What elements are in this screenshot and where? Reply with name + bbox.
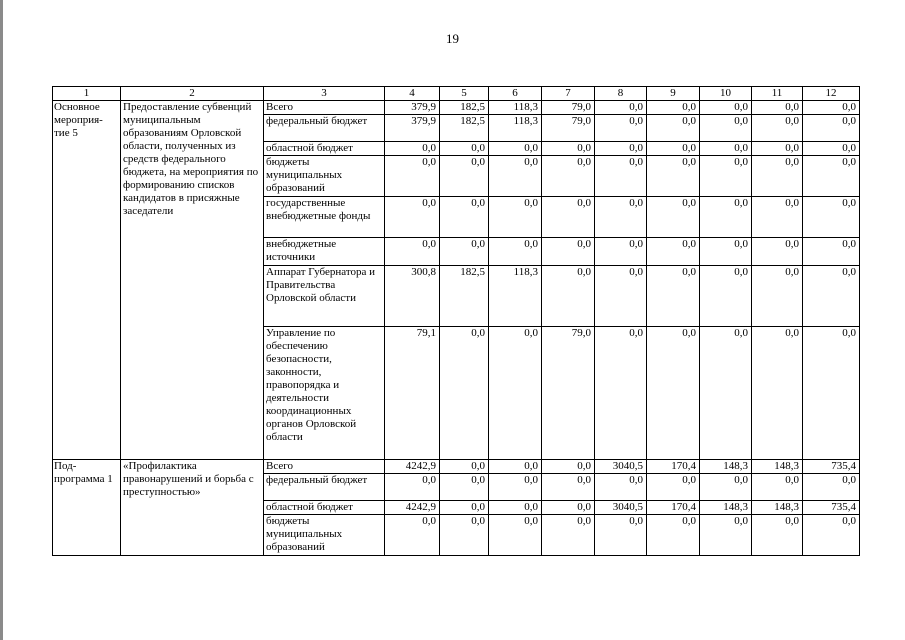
value-cell: 0,0 <box>700 474 752 501</box>
value-cell: 0,0 <box>542 156 595 197</box>
value-cell: 0,0 <box>385 474 440 501</box>
value-cell: 0,0 <box>440 156 489 197</box>
table-body <box>53 101 860 556</box>
value-cell: 118,3 <box>489 101 542 115</box>
value-cell: 0,0 <box>595 327 647 460</box>
header-cell: 1 <box>53 87 121 101</box>
value-cell: 0,0 <box>440 238 489 266</box>
value-cell: 182,5 <box>440 115 489 142</box>
value-cell: 0,0 <box>647 515 700 556</box>
budget-table <box>52 86 860 556</box>
value-cell: 0,0 <box>803 238 860 266</box>
value-cell: 0,0 <box>803 142 860 156</box>
value-cell: 0,0 <box>700 142 752 156</box>
value-cell: 0,0 <box>489 515 542 556</box>
funding-source-cell: государственные внебюджетные фонды <box>264 197 385 238</box>
value-cell: 0,0 <box>752 238 803 266</box>
value-cell: 0,0 <box>700 266 752 327</box>
value-cell: 0,0 <box>440 501 489 515</box>
value-cell: 0,0 <box>385 142 440 156</box>
value-cell: 0,0 <box>489 460 542 474</box>
value-cell: 0,0 <box>542 501 595 515</box>
value-cell: 0,0 <box>489 142 542 156</box>
value-cell: 0,0 <box>647 266 700 327</box>
header-cell: 4 <box>385 87 440 101</box>
value-cell: 0,0 <box>647 142 700 156</box>
value-cell: 0,0 <box>595 266 647 327</box>
value-cell: 0,0 <box>385 197 440 238</box>
value-cell: 0,0 <box>700 238 752 266</box>
value-cell: 0,0 <box>440 474 489 501</box>
header-cell: 12 <box>803 87 860 101</box>
value-cell: 735,4 <box>803 460 860 474</box>
value-cell: 79,0 <box>542 101 595 115</box>
value-cell: 0,0 <box>752 156 803 197</box>
value-cell: 3040,5 <box>595 460 647 474</box>
value-cell: 0,0 <box>542 460 595 474</box>
value-cell: 0,0 <box>542 197 595 238</box>
value-cell: 0,0 <box>803 115 860 142</box>
header-cell: 11 <box>752 87 803 101</box>
value-cell: 0,0 <box>700 515 752 556</box>
program-code-cell: Под-программа 1 <box>53 460 121 556</box>
value-cell: 0,0 <box>647 327 700 460</box>
value-cell: 0,0 <box>595 238 647 266</box>
value-cell: 0,0 <box>595 197 647 238</box>
funding-source-cell: Аппарат Губернатора и Правительства Орловской области <box>264 266 385 327</box>
value-cell: 0,0 <box>595 156 647 197</box>
funding-source-cell: областной бюджет <box>264 142 385 156</box>
funding-source-cell: Управление по обеспечению безопасности, законности, правопорядка и деятельности координационных органов Орловской области <box>264 327 385 460</box>
value-cell: 0,0 <box>595 115 647 142</box>
value-cell: 0,0 <box>489 238 542 266</box>
value-cell: 0,0 <box>489 474 542 501</box>
value-cell: 79,0 <box>542 115 595 142</box>
funding-source-cell: Всего <box>264 460 385 474</box>
value-cell: 0,0 <box>752 327 803 460</box>
value-cell: 148,3 <box>752 460 803 474</box>
header-cell: 7 <box>542 87 595 101</box>
value-cell: 0,0 <box>647 238 700 266</box>
value-cell: 0,0 <box>700 101 752 115</box>
value-cell: 0,0 <box>700 327 752 460</box>
value-cell: 170,4 <box>647 460 700 474</box>
value-cell: 0,0 <box>542 266 595 327</box>
value-cell: 182,5 <box>440 101 489 115</box>
value-cell: 0,0 <box>385 238 440 266</box>
value-cell: 0,0 <box>440 515 489 556</box>
funding-source-cell: федеральный бюджет <box>264 115 385 142</box>
value-cell: 0,0 <box>752 115 803 142</box>
funding-source-cell: областной бюджет <box>264 501 385 515</box>
program-description-cell: Предоставление субвенций муниципальным образованиям Орловской области, полученных из средств федерального бюджета, на мероприятия по формированию списков кандидатов в присяжные заседатели <box>121 101 264 460</box>
value-cell: 148,3 <box>752 501 803 515</box>
value-cell: 0,0 <box>700 115 752 142</box>
funding-source-cell: бюджеты муниципальных образований <box>264 515 385 556</box>
funding-source-cell: федеральный бюджет <box>264 474 385 501</box>
value-cell: 0,0 <box>595 142 647 156</box>
header-cell: 2 <box>121 87 264 101</box>
value-cell: 79,0 <box>542 327 595 460</box>
value-cell: 0,0 <box>752 515 803 556</box>
value-cell: 118,3 <box>489 266 542 327</box>
header-cell: 10 <box>700 87 752 101</box>
value-cell: 4242,9 <box>385 460 440 474</box>
value-cell: 0,0 <box>647 115 700 142</box>
value-cell: 0,0 <box>803 474 860 501</box>
value-cell: 0,0 <box>595 515 647 556</box>
value-cell: 0,0 <box>803 197 860 238</box>
value-cell: 0,0 <box>803 327 860 460</box>
value-cell: 148,3 <box>700 501 752 515</box>
value-cell: 148,3 <box>700 460 752 474</box>
value-cell: 3040,5 <box>595 501 647 515</box>
value-cell: 0,0 <box>542 474 595 501</box>
value-cell: 0,0 <box>440 327 489 460</box>
table-header <box>53 87 860 101</box>
funding-source-cell: Всего <box>264 101 385 115</box>
header-cell: 8 <box>595 87 647 101</box>
page-edge-rule <box>0 0 3 640</box>
value-cell: 0,0 <box>489 197 542 238</box>
value-cell: 0,0 <box>542 515 595 556</box>
value-cell: 0,0 <box>489 501 542 515</box>
value-cell: 0,0 <box>385 156 440 197</box>
header-cell: 6 <box>489 87 542 101</box>
value-cell: 4242,9 <box>385 501 440 515</box>
value-cell: 0,0 <box>752 197 803 238</box>
table-row <box>53 101 860 115</box>
value-cell: 0,0 <box>752 101 803 115</box>
value-cell: 0,0 <box>440 197 489 238</box>
value-cell: 0,0 <box>542 238 595 266</box>
value-cell: 0,0 <box>647 197 700 238</box>
value-cell: 0,0 <box>595 101 647 115</box>
value-cell: 0,0 <box>803 101 860 115</box>
program-description-cell: «Профилактика правонарушений и борьба с преступностью» <box>121 460 264 556</box>
value-cell: 0,0 <box>440 142 489 156</box>
value-cell: 379,9 <box>385 101 440 115</box>
value-cell: 170,4 <box>647 501 700 515</box>
value-cell: 0,0 <box>803 156 860 197</box>
value-cell: 379,9 <box>385 115 440 142</box>
value-cell: 0,0 <box>385 515 440 556</box>
value-cell: 0,0 <box>752 142 803 156</box>
value-cell: 182,5 <box>440 266 489 327</box>
value-cell: 0,0 <box>752 266 803 327</box>
value-cell: 0,0 <box>542 142 595 156</box>
table-row <box>53 460 860 474</box>
value-cell: 0,0 <box>803 266 860 327</box>
value-cell: 0,0 <box>647 474 700 501</box>
program-code-cell: Основное мероприя-тие 5 <box>53 101 121 460</box>
value-cell: 0,0 <box>752 474 803 501</box>
value-cell: 0,0 <box>595 474 647 501</box>
value-cell: 0,0 <box>440 460 489 474</box>
value-cell: 0,0 <box>489 327 542 460</box>
value-cell: 300,8 <box>385 266 440 327</box>
value-cell: 0,0 <box>647 156 700 197</box>
funding-source-cell: внебюджетные источники <box>264 238 385 266</box>
value-cell: 0,0 <box>803 515 860 556</box>
header-cell: 5 <box>440 87 489 101</box>
value-cell: 118,3 <box>489 115 542 142</box>
funding-source-cell: бюджеты муниципальных образований <box>264 156 385 197</box>
value-cell: 0,0 <box>700 197 752 238</box>
value-cell: 0,0 <box>700 156 752 197</box>
page-number: 19 <box>446 31 459 46</box>
value-cell: 0,0 <box>647 101 700 115</box>
value-cell: 0,0 <box>489 156 542 197</box>
value-cell: 735,4 <box>803 501 860 515</box>
header-cell: 3 <box>264 87 385 101</box>
header-cell: 9 <box>647 87 700 101</box>
value-cell: 79,1 <box>385 327 440 460</box>
